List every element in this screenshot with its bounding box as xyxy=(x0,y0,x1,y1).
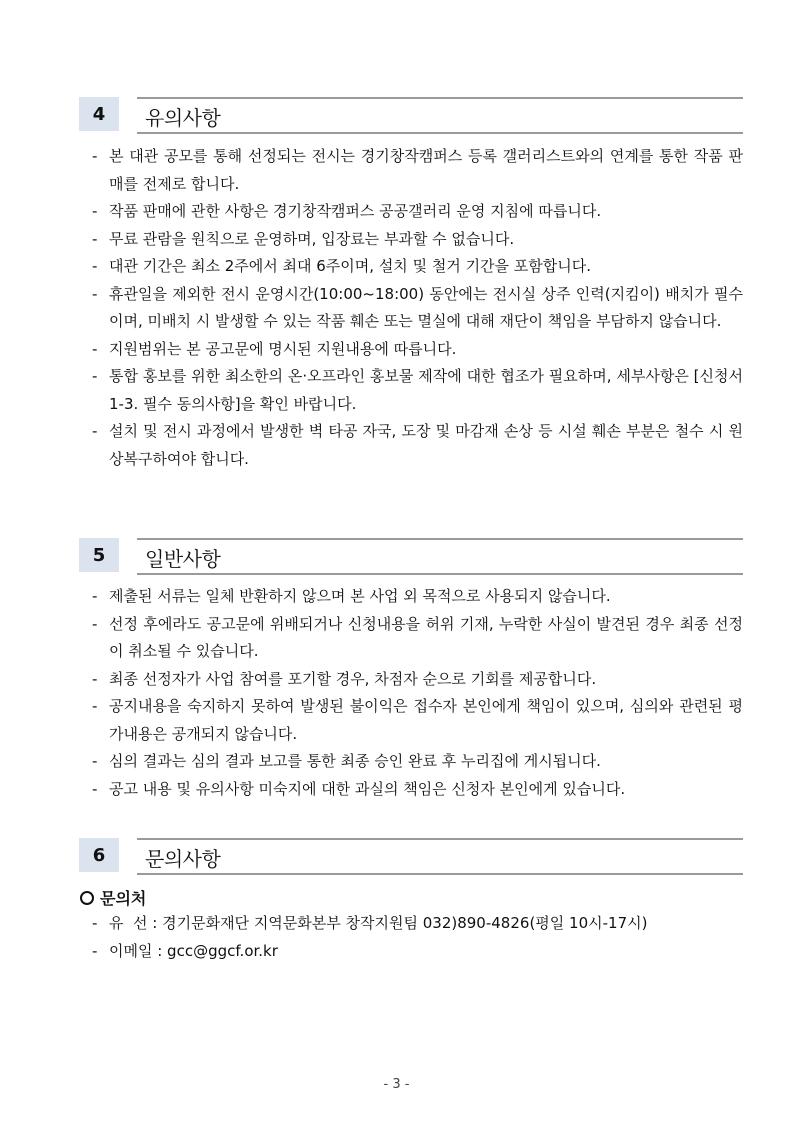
section-number: 5 xyxy=(79,538,119,572)
list-item: - 대관 기간은 최소 2주에서 최대 6주이며, 설치 및 철거 기간을 포함합니다. xyxy=(92,253,743,281)
section-title-bar xyxy=(137,538,743,575)
section-4-header xyxy=(79,97,743,131)
contact-list xyxy=(92,910,743,965)
bullet-dash: - xyxy=(92,147,98,165)
bullet-dash: - xyxy=(92,367,98,385)
list-item: - 무료 관람을 원칙으로 운영하며, 입장료는 부과할 수 없습니다. xyxy=(92,226,743,254)
section-title: 문의사항 xyxy=(145,847,221,871)
section-5-header xyxy=(79,538,743,572)
list-item: - 선정 후에라도 공고문에 위배되거나 신청내용을 허위 기재, 누락한 사실이 발견된 경우 최종 선정이 취소될 수 있습니다. xyxy=(92,611,743,666)
section-6-header xyxy=(79,838,743,872)
list-item: - 설치 및 전시 과정에서 발생한 벽 타공 자국, 도장 및 마감재 손상 등 시설 훼손 부분은 철수 시 원상복구하여야 합니다. xyxy=(92,418,743,473)
bullet-dash: - xyxy=(92,752,98,770)
list-item: - 심의 결과는 심의 결과 보고를 통한 최종 승인 완료 후 누리집에 게시됩니다. xyxy=(92,748,743,776)
bullet-dash: - xyxy=(92,202,98,220)
contact-heading-label: 문의처 xyxy=(100,889,147,908)
bullet-dash: - xyxy=(92,779,98,798)
section-title: 일반사항 xyxy=(145,547,221,571)
list-item: - 통합 홍보를 위한 최소한의 온·오프라인 홍보물 제작에 대한 협조가 필요하며, 세부사항은 [신청서 1-3. 필수 동의사항]을 확인 바랍니다. xyxy=(92,363,743,418)
section-number: 6 xyxy=(79,838,119,872)
contact-phone: - 유 선 : 경기문화재단 지역문화본부 창작지원팀 032)890-4826(평일 10시-17시) xyxy=(92,910,743,938)
bullet-dash: - xyxy=(92,941,98,960)
section-title-bar xyxy=(137,838,743,875)
page-number: - 3 - xyxy=(383,1077,410,1092)
list-item: - 최종 선정자가 사업 참여를 포기할 경우, 차점자 순으로 기회를 제공합니다. xyxy=(92,666,743,694)
section-number: 4 xyxy=(79,97,119,131)
list-item: - 본 대관 공모를 통해 선정되는 전시는 경기창작캠퍼스 등록 갤러리스트와의 연계를 통한 작품 판매를 전제로 합니다. xyxy=(92,143,743,198)
section-title-bar xyxy=(137,97,743,134)
bullet-dash: - xyxy=(92,229,98,248)
bullet-dash: - xyxy=(92,422,98,440)
contact-heading xyxy=(80,886,146,909)
circle-icon xyxy=(80,891,94,905)
bullet-dash: - xyxy=(92,339,98,358)
section-5-list xyxy=(92,583,743,803)
bullet-dash: - xyxy=(92,614,98,633)
bullet-dash: - xyxy=(92,257,98,275)
bullet-dash: - xyxy=(92,914,98,932)
bullet-dash: - xyxy=(92,669,98,688)
list-item: - 작품 판매에 관한 사항은 경기창작캠퍼스 공공갤러리 운영 지침에 따릅니다. xyxy=(92,198,743,226)
bullet-dash: - xyxy=(92,697,98,715)
section-4-list xyxy=(92,143,743,473)
list-item: - 휴관일을 제외한 전시 운영시간(10:00~18:00) 동안에는 전시실 상주 인력(지킴이) 배치가 필수이며, 미배치 시 발생할 수 있는 작품 훼손 또는 멸실에 대해 재단이 책임을 부담하지 않습니다. xyxy=(92,281,743,336)
section-title: 유의사항 xyxy=(145,106,221,130)
list-item: - 공고 내용 및 유의사항 미숙지에 대한 과실의 책임은 신청자 본인에게 있습니다. xyxy=(92,776,743,804)
contact-email: - 이메일 : gcc@ggcf.or.kr xyxy=(92,938,743,966)
bullet-dash: - xyxy=(92,587,98,605)
list-item: - 지원범위는 본 공고문에 명시된 지원내용에 따릅니다. xyxy=(92,336,743,364)
list-item: - 제출된 서류는 일체 반환하지 않으며 본 사업 외 목적으로 사용되지 않습니다. xyxy=(92,583,743,611)
list-item: - 공지내용을 숙지하지 못하여 발생된 불이익은 접수자 본인에게 책임이 있으며, 심의와 관련된 평가내용은 공개되지 않습니다. xyxy=(92,693,743,748)
bullet-dash: - xyxy=(92,284,98,303)
